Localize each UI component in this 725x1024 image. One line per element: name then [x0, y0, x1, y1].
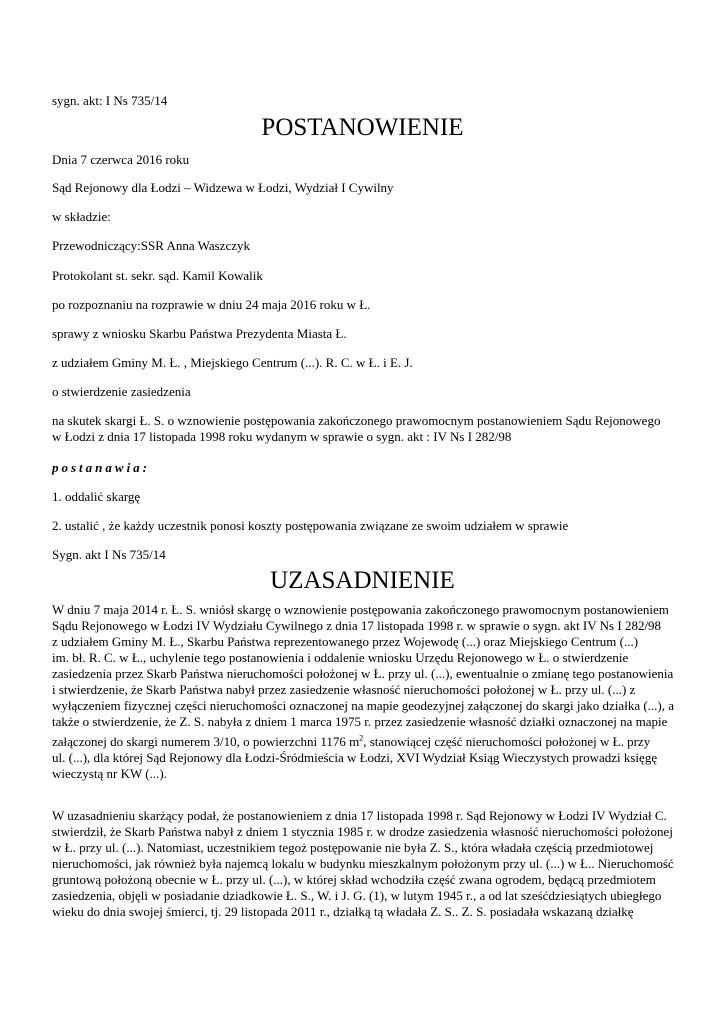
document-title: POSTANOWIENIE	[261, 114, 464, 141]
ruling-item: 1. oddalić skargę	[52, 489, 141, 504]
paragraph-line: wieczystą nr KW (...).	[52, 766, 167, 781]
paragraph-line-area	[52, 734, 674, 750]
chair-line: Przewodniczący:SSR Anna Waszczyk	[52, 238, 250, 253]
area-unit-superscript: 2	[359, 733, 364, 743]
participants-line: z udziałem Gminy M. Ł. , Miejskiego Centrum (...). R. C. w Ł. i E. J.	[52, 355, 413, 370]
paragraph-line: wieku do dnia swojej śmierci, tj. 29 listopada 2011 r., działką tą władała Z. S.. Z. S. posiadała wskazaną działkę	[52, 904, 634, 919]
area-text-suffix: , stanowiącej część nieruchomości położonej w Ł. przy	[363, 734, 651, 749]
justification-paragraph-2	[52, 808, 674, 920]
ruling-item: 2. ustalić , że każdy uczestnik ponosi koszty postępowania związane ze swoim udziałem w sprawie	[52, 518, 569, 533]
paragraph-line: stwierdził, że Skarb Państwa nabył z dniem 1 stycznia 1985 r. w drodze zasiedzenia własność nieruchomości położonej	[52, 824, 673, 839]
composition-label: w składzie:	[52, 209, 111, 224]
paragraph-line: w Ł. przy ul. (...). Natomiast, uczestnikiem tegoż postępowanie nie była Z. S., która władała częścią przedmiotowej	[52, 840, 654, 855]
paragraph-line: im. bł. R. C. w Ł., uchylenie tego postanowienia i oddalenie wniosku Urzędu Rejonowego w Ł. o stwierdzenie	[52, 650, 629, 665]
hearing-line: po rozpoznaniu na rozprawie w dniu 24 maja 2016 roku w Ł.	[52, 297, 371, 312]
paragraph-line: nieruchomości, jak również była najemcą lokalu w budynku mieszkalnym położonym przy ul. (...) w Ł.. Nieruchomość	[52, 856, 674, 871]
clerk-line: Protokolant st. sekr. sąd. Kamil Kowalik	[52, 268, 263, 283]
paragraph-line: Sądu Rejonowego w Łodzi IV Wydziału Cywilnego z dnia 17 listopada 1998 r. w sprawie o sygn. akt IV Ns I 282/98	[52, 618, 662, 633]
paragraph-line: W dniu 7 maja 2014 r. Ł. S. wniósł skargę o wznowienie postępowania zakończonego prawomocnym postanowieniem	[52, 602, 669, 617]
case-line: sprawy z wniosku Skarbu Państwa Prezydenta Miasta Ł.	[52, 326, 347, 341]
date-line: Dnia 7 czerwca 2016 roku	[52, 152, 190, 167]
paragraph-line: zasiedzenia, objęli w posiadanie dziadkowie Ł. S., W. i J. G. (1), w lutym 1945 r., a od lat sześćdziesiątych ubiegłego	[52, 888, 662, 903]
area-text-prefix: załączonej do skargi numerem 3/10, o powierzchni 1176 m	[52, 734, 360, 749]
court-line: Sąd Rejonowy dla Łodzi – Widzewa w Łodzi, Wydział I Cywilny	[52, 180, 394, 195]
paragraph-line: gruntową położoną obecnie w Ł. przy ul. (...), w której skład wchodziła część zwana ogrodem, będącą przedmiotem	[52, 872, 656, 887]
complaint-paragraph	[52, 413, 660, 445]
decides-label: postanawia:	[52, 460, 151, 475]
subject-line: o stwierdzenie zasiedzenia	[52, 384, 191, 399]
complaint-line: w Łodzi z dnia 17 listopada 1998 roku wydanym w sprawie o sygn. akt : IV Ns I 282/98	[52, 429, 512, 444]
paragraph-line: ul. (...), dla której Sąd Rejonowy dla Łodzi-Śródmieścia w Łodzi, XVI Wydział Ksiąg Wieczystych prowadzi księgę	[52, 750, 658, 765]
justification-paragraph-1	[52, 602, 674, 782]
paragraph-line: także o stwierdzenie, że Z. S. nabyła z dniem 1 marca 1975 r. przez zasiedzenie własność działki oznaczonej na mapie	[52, 714, 668, 729]
complaint-line: na skutek skargi Ł. S. o wznowienie postępowania zakończonego prawomocnym postanowieniem Sądu Rejonowego	[52, 413, 661, 428]
case-signature-second: Sygn. akt I Ns 735/14	[52, 547, 166, 562]
paragraph-line: i stwierdzenie, że Skarb Państwa nabył przez zasiedzenie własność nieruchomości położonej w Ł. przy ul. (...) z	[52, 682, 636, 697]
paragraph-line: zasiedzenia przez Skarb Państwa nieruchomości położonej w Ł. przy ul. (...), ewentualnie o zmianę tego postanowienia	[52, 666, 674, 681]
paragraph-line: wyłączeniem fizycznej części nieruchomości oznaczonej na mapie geodezyjnej załączonej do skargi jako działka (...), a	[52, 698, 675, 713]
justification-title: UZASADNIENIE	[270, 567, 455, 594]
paragraph-line: W uzasadnieniu skarżący podał, że postanowieniem z dnia 17 listopada 1998 r. Sąd Rejonowy w Łodzi IV Wydział C.	[52, 808, 667, 823]
paragraph-line: z udziałem Gminy M. Ł., Skarbu Państwa reprezentowanego przez Wojewodę (...) oraz Miejskiego Centrum (...)	[52, 634, 639, 649]
case-signature-top: sygn. akt: I Ns 735/14	[52, 93, 168, 108]
